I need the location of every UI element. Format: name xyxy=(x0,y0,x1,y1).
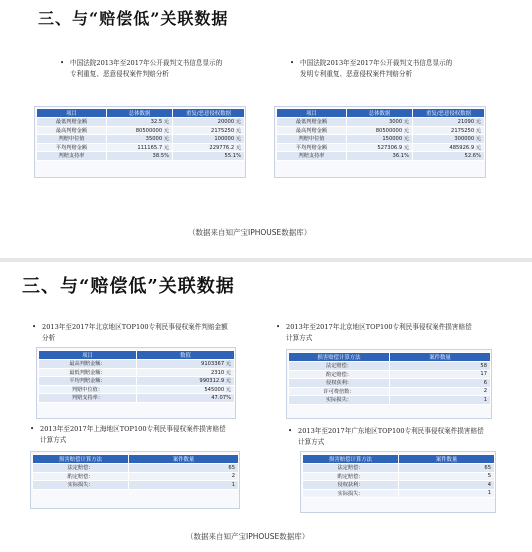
table-row xyxy=(39,368,235,377)
table-cell: 实际损失： xyxy=(33,481,129,490)
table-cell: 法定赔偿： xyxy=(303,464,399,473)
table-cell: 2 xyxy=(390,387,491,396)
table-cell: 酌定赔偿： xyxy=(289,370,390,379)
column-header: 损害赔偿计算方法 xyxy=(289,353,390,362)
table-cell: 150000 元 xyxy=(347,135,413,144)
table-cell: 229776.2 元 xyxy=(173,143,245,152)
table-cell: 80500000 元 xyxy=(347,126,413,135)
bullet-caption: • 中国法院2013年至2017年公开裁判文书信息显示的 专利重复、恶意侵权案件判赔分析 xyxy=(60,59,223,78)
table-cell: 1 xyxy=(390,396,491,405)
table-cell: 最低判赔金额 xyxy=(277,118,347,127)
caption-line: 2013年至2017年北京地区TOP100专利民事侵权案件损害赔偿 xyxy=(286,323,472,331)
caption-line: 计算方式 xyxy=(286,334,313,342)
table-cell: 酌定赔偿： xyxy=(303,472,399,481)
table-header-row xyxy=(289,353,491,362)
table-cell: 3000 元 xyxy=(347,118,413,127)
data-table xyxy=(302,454,495,498)
table-cell: 侵权获利： xyxy=(303,481,399,490)
table-cell: 6 xyxy=(390,379,491,388)
table-cell: 许可费倍数： xyxy=(289,387,390,396)
table-cell: 判赔支持率 xyxy=(37,152,107,161)
table-row xyxy=(277,135,485,144)
table-row xyxy=(37,118,245,127)
data-source-note: （数据来自知产宝IPHOUSE数据库） xyxy=(186,532,310,541)
table-header-row xyxy=(33,455,239,464)
caption-block xyxy=(276,322,506,344)
table-row xyxy=(37,135,245,144)
table-cell: 5 xyxy=(399,472,495,481)
table-cell: 17 xyxy=(390,370,491,379)
caption-line: 2013年至2017年北京地区TOP100专利民事侵权案件判赔金额 xyxy=(42,323,228,331)
table-cell: 平均判赔金额 xyxy=(37,143,107,152)
column-header: 损害赔偿计算方法 xyxy=(33,455,129,464)
data-source-note: （数据来自知产宝IPHOUSE数据库） xyxy=(188,228,312,237)
table-row xyxy=(289,387,491,396)
table-header-row xyxy=(37,109,245,118)
table-cell: 最高判赔金额 xyxy=(37,126,107,135)
table-cell: 2175250 元 xyxy=(173,126,245,135)
bullet-caption: • 2013年至2017年上海地区TOP100专利民事侵权案件损害赔偿 计算方式 xyxy=(30,425,226,444)
bullet-caption: • 中国法院2013年至2017年公开裁判文书信息显示的 发明专利重复、恶意侵权案件判赔分析 xyxy=(290,59,453,78)
table-row xyxy=(303,464,495,473)
caption-block xyxy=(288,426,508,448)
table-cell: 111165.7 元 xyxy=(107,143,173,152)
table-cell: 20000 元 xyxy=(173,118,245,127)
column-header: 项目 xyxy=(277,109,347,118)
table-cell: 实际损失： xyxy=(289,396,390,405)
column-header: 总体数据 xyxy=(347,109,413,118)
column-header: 损害赔偿计算方法 xyxy=(303,455,399,464)
table-cell: 21090 元 xyxy=(413,118,485,127)
slide-title: 三、与“赔偿低”关联数据 xyxy=(22,276,235,297)
table-row xyxy=(277,152,485,161)
table-cell: 平均判赔金额： xyxy=(39,377,137,386)
column-header: 项目 xyxy=(39,351,137,360)
table-row xyxy=(289,370,491,379)
caption-block xyxy=(30,424,260,446)
column-header: 项目 xyxy=(37,109,107,118)
table-cell: 35000 元 xyxy=(107,135,173,144)
table-row xyxy=(303,472,495,481)
table-cell: 100000 元 xyxy=(173,135,245,144)
data-table xyxy=(36,108,245,161)
table-row xyxy=(289,362,491,371)
table-row xyxy=(37,126,245,135)
table-cell: 侵权获利： xyxy=(289,379,390,388)
table-cell: 990312.9 元 xyxy=(137,377,235,386)
caption-line: 计算方式 xyxy=(40,436,67,444)
table-cell: 法定赔偿： xyxy=(33,464,129,473)
table-row xyxy=(39,394,235,403)
table-cell: 2 xyxy=(129,472,239,481)
table-cell: 9103367 元 xyxy=(137,360,235,369)
table-cell: 2310 元 xyxy=(137,368,235,377)
table-cell: 65 xyxy=(399,464,495,473)
column-header: 重复/恶意侵权数据 xyxy=(413,109,485,118)
table-row xyxy=(39,360,235,369)
table-cell: 300000 元 xyxy=(413,135,485,144)
table-cell: 判赔中位值 xyxy=(277,135,347,144)
table-cell: 38.5% xyxy=(107,152,173,161)
table-cell: 58 xyxy=(390,362,491,371)
table-row xyxy=(39,385,235,394)
table-row xyxy=(33,464,239,473)
table-cell: 平均判赔金额 xyxy=(277,143,347,152)
table-cell: 36.1% xyxy=(347,152,413,161)
table-cell: 1 xyxy=(399,489,495,498)
caption-line: 计算方式 xyxy=(298,438,325,446)
column-header: 案件数量 xyxy=(390,353,491,362)
bullet-caption: • 2013年至2017年广东地区TOP100专利民事侵权案件损害赔偿 计算方式 xyxy=(288,427,484,446)
table-cell: 判赔中位值： xyxy=(39,385,137,394)
caption-line: 2013年至2017年上海地区TOP100专利民事侵权案件损害赔偿 xyxy=(40,425,226,433)
table-cell: 判赔中位值 xyxy=(37,135,107,144)
table-cell: 最低判赔金额 xyxy=(37,118,107,127)
caption-line: 分析 xyxy=(42,334,56,342)
table-row xyxy=(33,472,239,481)
table-row xyxy=(277,143,485,152)
table-row xyxy=(39,377,235,386)
table-row xyxy=(277,126,485,135)
table-cell: 545000 元 xyxy=(137,385,235,394)
column-header: 数值 xyxy=(137,351,235,360)
data-table xyxy=(32,454,239,490)
table-cell: 47.07% xyxy=(137,394,235,403)
table-cell: 527306.9 元 xyxy=(347,143,413,152)
bullet-caption: • 2013年至2017年北京地区TOP100专利民事侵权案件判赔金额 分析 xyxy=(32,323,228,342)
caption-line: 中国法院2013年至2017年公开裁判文书信息显示的 xyxy=(70,59,223,67)
table-cell: 法定赔偿： xyxy=(289,362,390,371)
table-cell: 判赔支持率 xyxy=(277,152,347,161)
caption-line: 2013年至2017年广东地区TOP100专利民事侵权案件损害赔偿 xyxy=(298,427,484,435)
table-row xyxy=(37,152,245,161)
caption-line: 发明专利重复、恶意侵权案件判赔分析 xyxy=(300,70,413,78)
caption-line: 中国法院2013年至2017年公开裁判文书信息显示的 xyxy=(300,59,453,67)
caption-block xyxy=(32,322,252,344)
caption-line: 专利重复、恶意侵权案件判赔分析 xyxy=(70,70,169,78)
table-cell: 最低判赔金额： xyxy=(39,368,137,377)
column-header: 案件数量 xyxy=(399,455,495,464)
data-table xyxy=(38,350,235,403)
data-table xyxy=(276,108,485,161)
column-header: 总体数据 xyxy=(107,109,173,118)
table-row xyxy=(289,379,491,388)
bullet-caption: • 2013年至2017年北京地区TOP100专利民事侵权案件损害赔偿 计算方式 xyxy=(276,323,472,342)
table-row xyxy=(33,481,239,490)
table-row xyxy=(303,489,495,498)
table-header-row xyxy=(303,455,495,464)
table-cell: 80500000 元 xyxy=(107,126,173,135)
table-cell: 32.5 元 xyxy=(107,118,173,127)
column-header: 重复/恶意侵权数据 xyxy=(173,109,245,118)
table-row xyxy=(277,118,485,127)
data-table xyxy=(288,352,491,405)
caption-block xyxy=(60,58,250,80)
table-row xyxy=(303,481,495,490)
table-header-row xyxy=(39,351,235,360)
table-cell: 实际损失： xyxy=(303,489,399,498)
slide-top xyxy=(0,0,532,258)
table-cell: 最高判赔金额： xyxy=(39,360,137,369)
table-cell: 52.6% xyxy=(413,152,485,161)
table-cell: 2175250 元 xyxy=(413,126,485,135)
table-cell: 最高判赔金额 xyxy=(277,126,347,135)
table-cell: 酌定赔偿： xyxy=(33,472,129,481)
table-row xyxy=(37,143,245,152)
table-row xyxy=(289,396,491,405)
slide-title: 三、与“赔偿低”关联数据 xyxy=(38,9,229,28)
table-header-row xyxy=(277,109,485,118)
table-cell: 判赔支持率： xyxy=(39,394,137,403)
table-cell: 4 xyxy=(399,481,495,490)
table-cell: 1 xyxy=(129,481,239,490)
column-header: 案件数量 xyxy=(129,455,239,464)
caption-block xyxy=(290,58,480,80)
table-cell: 65 xyxy=(129,464,239,473)
table-cell: 55.1% xyxy=(173,152,245,161)
table-cell: 485926.9 元 xyxy=(413,143,485,152)
